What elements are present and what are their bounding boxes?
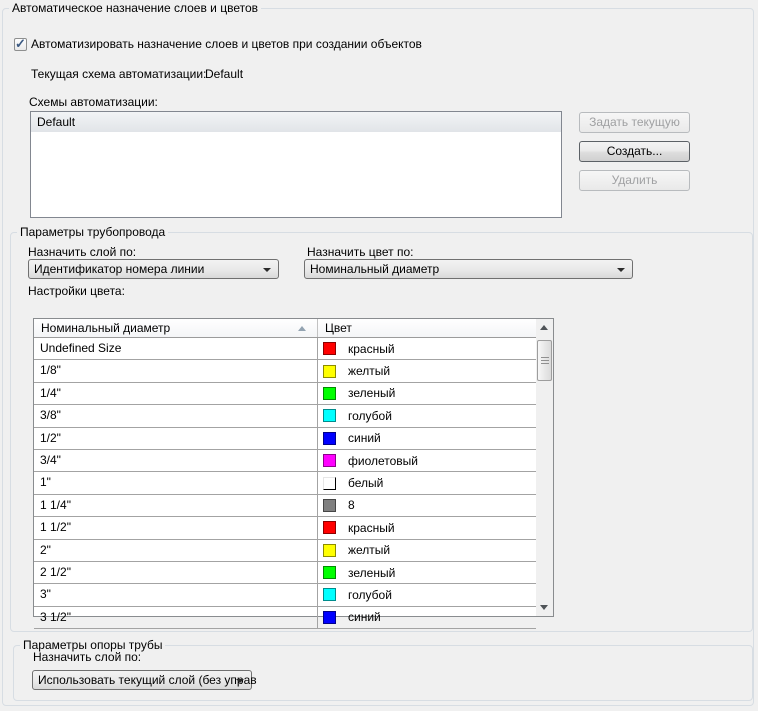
scroll-up-icon xyxy=(540,325,548,330)
color-by-select-value: Номинальный диаметр xyxy=(310,262,440,276)
table-row[interactable] xyxy=(34,405,536,427)
size-cell: Undefined Size xyxy=(34,338,318,359)
color-name: зеленый xyxy=(348,386,396,401)
chevron-down-icon xyxy=(617,268,625,272)
color-cell xyxy=(318,607,536,628)
schemes-list-label: Схемы автоматизации: xyxy=(29,95,158,109)
set-current-button: Задать текущую xyxy=(579,112,690,133)
create-button[interactable]: Создать... xyxy=(579,141,690,162)
scheme-buttons xyxy=(579,112,690,199)
column-header-color[interactable]: Цвет xyxy=(325,321,352,335)
table-scrollbar[interactable] xyxy=(536,319,553,616)
color-swatch xyxy=(323,499,336,512)
table-row[interactable] xyxy=(34,607,536,629)
color-cell xyxy=(318,360,536,381)
column-header-diameter[interactable]: Номинальный диаметр xyxy=(34,319,318,337)
delete-button: Удалить xyxy=(579,170,690,191)
table-row[interactable] xyxy=(34,584,536,606)
table-row[interactable] xyxy=(34,562,536,584)
color-swatch xyxy=(323,566,336,579)
color-cell xyxy=(318,383,536,404)
color-swatch xyxy=(323,521,336,534)
size-cell: 1/4" xyxy=(34,383,318,404)
color-cell xyxy=(318,428,536,449)
color-swatch xyxy=(323,387,336,400)
color-name: фиолетовый xyxy=(348,453,419,468)
group-pipe-support-title: Параметры опоры трубы xyxy=(20,638,165,652)
color-swatch xyxy=(323,477,336,490)
size-cell: 1/8" xyxy=(34,360,318,381)
table-row[interactable] xyxy=(34,495,536,517)
color-cell xyxy=(318,472,536,493)
color-settings-table xyxy=(33,318,554,625)
color-name: 8 xyxy=(348,498,355,513)
color-name: голубой xyxy=(348,587,392,602)
table-row[interactable] xyxy=(34,517,536,539)
size-cell: 3" xyxy=(34,584,318,605)
scroll-down-icon xyxy=(540,605,548,610)
color-name: желтый xyxy=(348,543,391,558)
size-cell: 2 1/2" xyxy=(34,562,318,583)
group-pipe-params-title: Параметры трубопровода xyxy=(17,225,168,239)
size-cell: 1/2" xyxy=(34,428,318,449)
table-row[interactable] xyxy=(34,383,536,405)
color-swatch xyxy=(323,432,336,445)
scheme-list-item[interactable]: Default xyxy=(31,112,561,132)
schemes-listbox[interactable] xyxy=(30,111,562,218)
size-cell: 3/4" xyxy=(34,450,318,471)
color-name: зеленый xyxy=(348,565,396,580)
layer-by-select[interactable] xyxy=(28,259,279,279)
color-cell xyxy=(318,517,536,538)
color-swatch xyxy=(323,342,336,355)
color-swatch xyxy=(323,544,336,557)
size-cell: 1 1/4" xyxy=(34,495,318,516)
support-layer-by-select[interactable] xyxy=(32,670,257,690)
sort-ascending-icon xyxy=(298,326,306,331)
color-by-select[interactable] xyxy=(304,259,633,279)
color-name: красный xyxy=(348,520,395,535)
color-swatch xyxy=(323,611,336,624)
color-swatch xyxy=(323,588,336,601)
chevron-down-icon xyxy=(263,268,271,272)
group-auto-assignment-title: Автоматическое назначение слоев и цветов xyxy=(9,1,261,15)
table-row[interactable] xyxy=(34,338,536,360)
size-cell: 1 1/2" xyxy=(34,517,318,538)
size-cell: 2" xyxy=(34,540,318,561)
color-by-label: Назначить цвет по: xyxy=(307,245,414,259)
color-name: синий xyxy=(348,610,381,625)
color-cell xyxy=(318,338,536,359)
auto-assign-checkbox-label: Автоматизировать назначение слоев и цветов при создании объектов xyxy=(31,37,422,51)
size-cell: 3/8" xyxy=(34,405,318,426)
color-table-body xyxy=(34,338,553,629)
color-settings-label: Настройки цвета: xyxy=(28,284,125,298)
support-layer-by-select-value: Использовать текущий слой (без управ xyxy=(38,673,257,687)
table-header xyxy=(34,319,536,338)
current-scheme-value: Default xyxy=(205,67,244,81)
color-swatch xyxy=(323,454,336,467)
table-row[interactable] xyxy=(34,360,536,382)
color-cell xyxy=(318,495,536,516)
current-scheme-label: Текущая схема автоматизации: xyxy=(31,67,207,81)
scroll-down-button[interactable] xyxy=(536,599,553,616)
table-row[interactable] xyxy=(34,472,536,494)
color-name: голубой xyxy=(348,408,392,423)
table-row[interactable] xyxy=(34,450,536,472)
size-cell: 3 1/2" xyxy=(34,607,318,628)
color-cell xyxy=(318,450,536,471)
color-cell xyxy=(318,562,536,583)
support-layer-by-label: Назначить слой по: xyxy=(33,650,142,664)
size-cell: 1" xyxy=(34,472,318,493)
color-name: синий xyxy=(348,431,381,446)
color-name: белый xyxy=(348,476,384,491)
layer-by-select-value: Идентификатор номера линии xyxy=(34,262,205,276)
scrollbar-thumb[interactable] xyxy=(537,340,552,381)
color-name: красный xyxy=(348,341,395,356)
layer-by-label: Назначить слой по: xyxy=(28,245,137,259)
color-name: желтый xyxy=(348,364,391,379)
chevron-down-icon xyxy=(236,679,244,683)
table-row[interactable] xyxy=(34,540,536,562)
auto-assign-checkbox[interactable] xyxy=(14,38,27,51)
color-swatch xyxy=(323,365,336,378)
color-cell xyxy=(318,584,536,605)
color-cell xyxy=(318,540,536,561)
scroll-up-button[interactable] xyxy=(536,319,553,336)
color-swatch xyxy=(323,409,336,422)
color-cell xyxy=(318,405,536,426)
table-row[interactable] xyxy=(34,428,536,450)
